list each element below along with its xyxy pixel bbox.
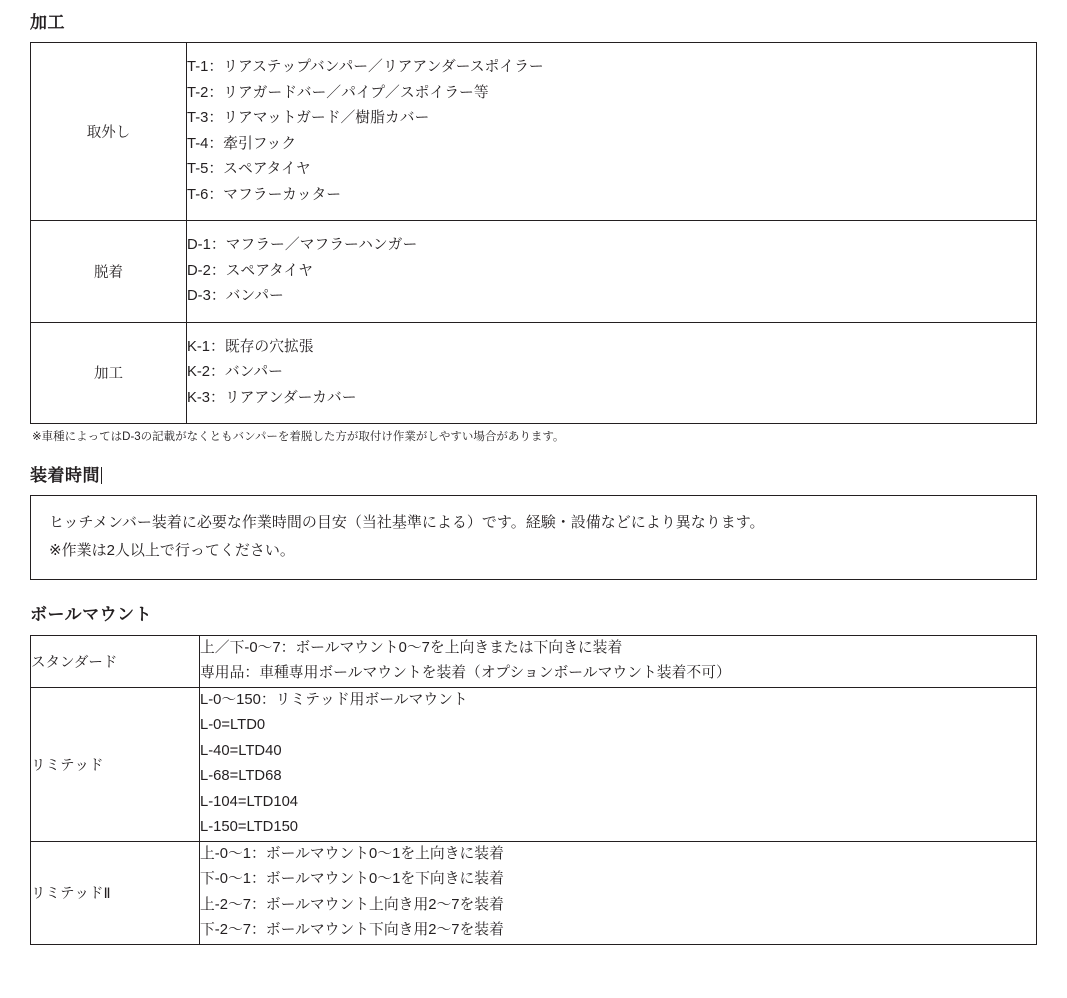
- row-content-limited: [200, 687, 1037, 841]
- install-time-section-title: 装着時間: [30, 465, 1037, 487]
- row-content-detach: [187, 221, 1037, 323]
- list-item: D-3：バンパー: [187, 288, 284, 305]
- list-item: T-3：リアマットガード／樹脂カバー: [187, 110, 430, 127]
- list-item: T-4：牽引フック: [187, 135, 297, 152]
- ball-mount-section-title: ボールマウント: [30, 605, 153, 625]
- list-item: L-0〜150：リミテッド用ボールマウント: [200, 691, 468, 708]
- list-item: L-104=LTD104: [200, 793, 299, 810]
- list-item: 上／下-0〜7：ボールマウント0〜7を上向きまたは下向きに装着: [200, 639, 623, 656]
- ball-mount-table: [30, 635, 1037, 945]
- list-item: L-40=LTD40: [200, 742, 282, 759]
- install-time-line-2: ※作業は2人以上で行ってください。: [49, 542, 295, 560]
- list-item: K-1：既存の穴拡張: [187, 338, 314, 355]
- list-item: T-2：リアガードバー／パイプ／スポイラー等: [187, 84, 489, 101]
- row-label-detach: 脱着: [31, 221, 187, 323]
- row-label-limited-2: リミテッドⅡ: [31, 841, 200, 944]
- row-label-standard: スタンダード: [31, 635, 200, 687]
- list-item: T-5：スペアタイヤ: [187, 161, 311, 178]
- row-content-removal: [187, 43, 1037, 221]
- list-item: L-68=LTD68: [200, 768, 282, 785]
- row-content-standard: [200, 635, 1037, 687]
- install-time-line-1: ヒッチメンバー装着に必要な作業時間の目安（当社基準による）です。経験・設備などにより異なります。: [49, 514, 765, 532]
- table-row: [31, 841, 1037, 944]
- row-label-processing: 加工: [31, 322, 187, 424]
- row-content-processing: [187, 322, 1037, 424]
- list-item: 上-0〜1：ボールマウント0〜1を上向きに装着: [200, 845, 504, 862]
- list-item: 下-2〜7：ボールマウント下向き用2〜7を装着: [200, 922, 504, 939]
- list-item: K-2：バンパー: [187, 364, 283, 381]
- row-label-removal: 取外し: [31, 43, 187, 221]
- row-content-limited-2: [200, 841, 1037, 944]
- table-row: [31, 221, 1037, 323]
- install-time-box: [30, 495, 1037, 580]
- processing-section-title: 加工: [30, 13, 65, 32]
- spacer: [30, 446, 1037, 465]
- list-item: D-1：マフラー／マフラーハンガー: [187, 237, 418, 254]
- processing-note: ※車種によってはD-3の記載がなくともバンパーを着脱した方が取付け作業がしやすい場合があります。: [32, 431, 565, 444]
- row-label-limited: リミテッド: [31, 687, 200, 841]
- list-item: K-3：リアアンダーカバー: [187, 389, 357, 406]
- table-row: [31, 322, 1037, 424]
- table-row: [31, 43, 1037, 221]
- list-item: D-2：スペアタイヤ: [187, 262, 314, 279]
- list-item: 専用品：車種専用ボールマウントを装着（オプションボールマウント装着不可）: [200, 665, 731, 682]
- list-item: L-150=LTD150: [200, 819, 299, 836]
- table-row: [31, 635, 1037, 687]
- list-item: T-6：マフラーカッター: [187, 186, 342, 203]
- list-item: T-1：リアステップバンパー／リアアンダースポイラー: [187, 59, 544, 76]
- processing-table: [30, 42, 1037, 424]
- table-row: [31, 687, 1037, 841]
- list-item: L-0=LTD0: [200, 717, 266, 734]
- list-item: 下-0〜1：ボールマウント0〜1を下向きに装着: [200, 871, 504, 888]
- spacer: [30, 580, 1037, 604]
- list-item: 上-2〜7：ボールマウント上向き用2〜7を装着: [200, 896, 504, 913]
